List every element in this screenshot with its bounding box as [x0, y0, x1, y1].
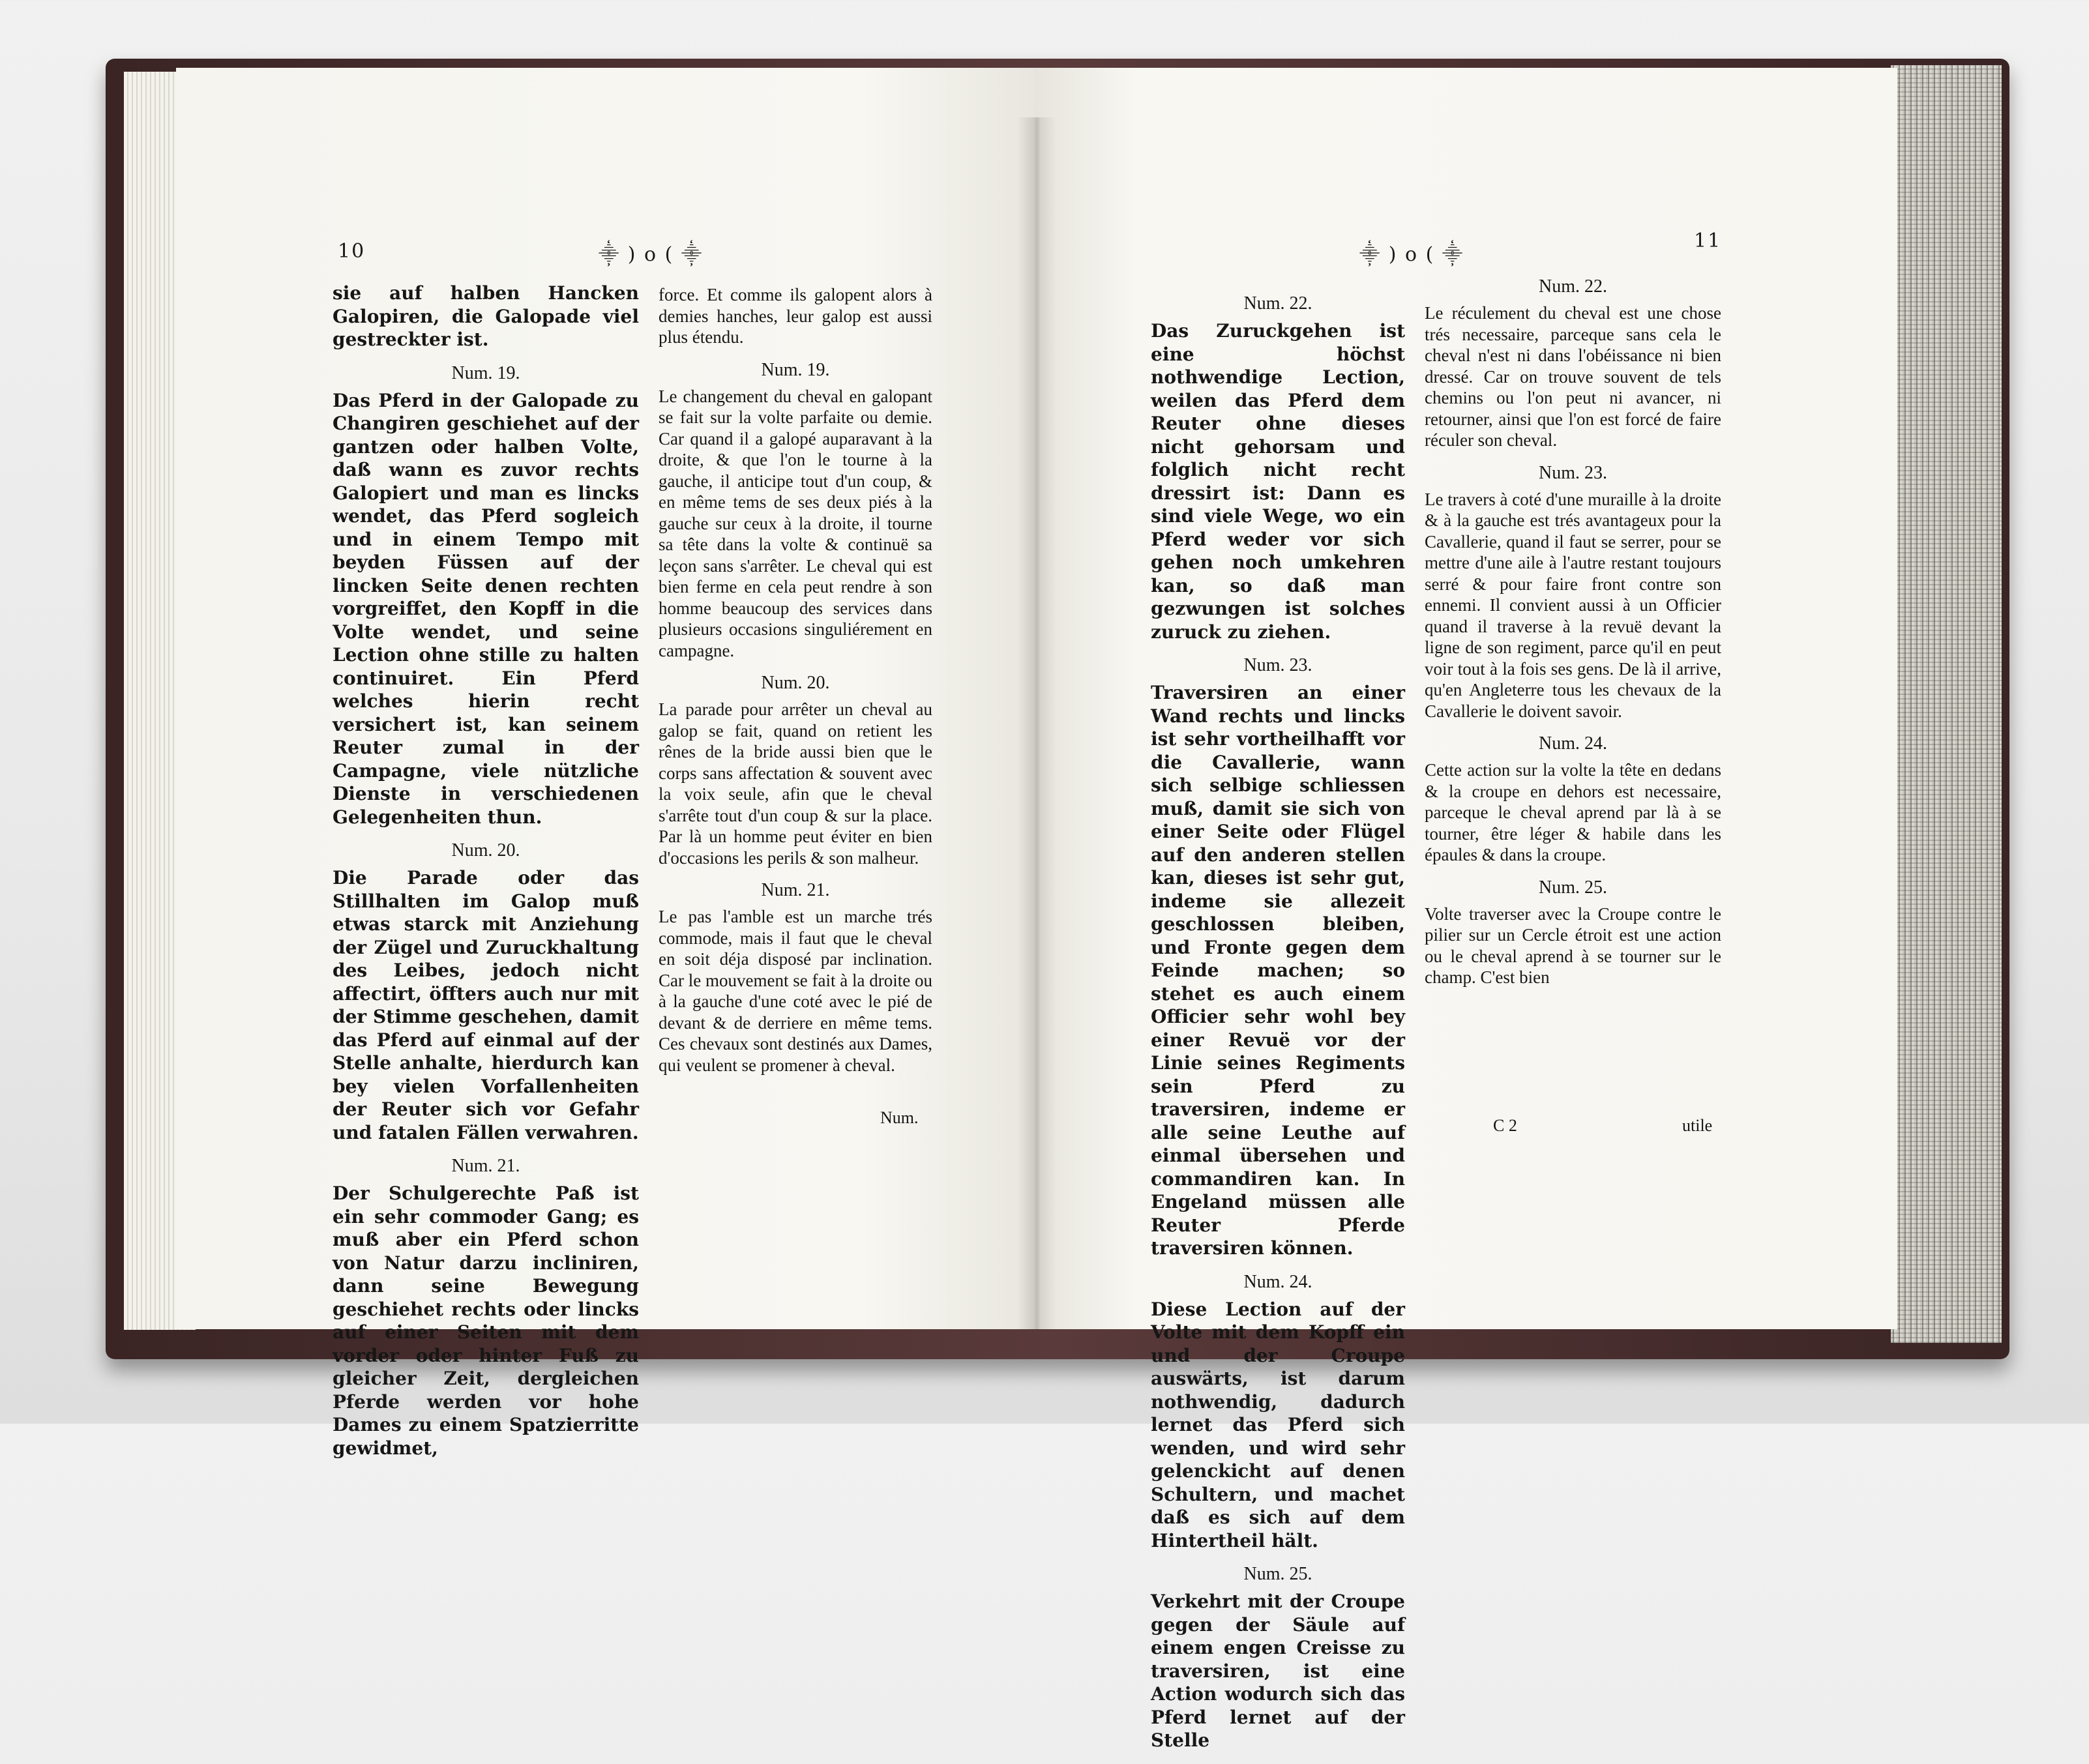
- de-paragraph: Verkehrt mit der Croupe gegen der Säule auf einem engen Creisse zu traversiren, ist eine Action wodurch sich das Pferd lernet auf der Stelle: [1151, 1591, 1405, 1751]
- de-paragraph: Das Pferd in der Galopade zu Changiren geschiehet auf der gantzen oder halben Volte, daß wann es zuvor rechts Galopiert und man es lincks wendet, das Pferd sogleich und in einem Tempo mit beyden Füssen auf der lincken Seite denen rechten vorgreiffet, den Kopff in die Volte wendet, und seine Lection ohne stille zu halten continuiret. Ein Pferd welches hierin recht versichert ist, kan seinem Reuter zumal in der Campagne, viele nützliche Dienste in verschiedenen Gelegenheiten thun.: [333, 389, 639, 828]
- signature-mark: C 2: [1493, 1116, 1517, 1135]
- fr-heading: Num. 21.: [761, 880, 830, 900]
- catchword-left: Num.: [880, 1108, 919, 1127]
- page-number-left: 10: [338, 240, 366, 263]
- book-gutter: [1017, 117, 1056, 1330]
- de-heading: Num. 24.: [1243, 1271, 1312, 1292]
- fr-heading: Num. 25.: [1539, 877, 1607, 898]
- page-edges-right: [1891, 65, 2002, 1343]
- de-paragraph: Das Zuruckgehen ist eine höchst nothwendige Lection, weilen das Pferd dem Reuter ohne dieses nicht gehorsam und folglich nicht recht dressirt ist: Dann es sind viele Wege, wo ein Pferd weder vor sich gehen noch umkehren kan, so daß man gezwungen ist solches zuruck zu ziehen.: [1151, 320, 1405, 643]
- de-heading: Num. 23.: [1243, 655, 1312, 675]
- fr-paragraph: Volte traverser avec la Croupe contre le pilier sur un Cercle étroit est une action ou le cheval aprend à se tourner sur le champ. C'est bien: [1425, 904, 1721, 987]
- fr-paragraph: Le réculement du cheval est une chose trés necessaire, parceque sans cela le cheval n'est ni dans l'obéissance ni bien dressé. Car on trouve souvent de tels chemins ou l'on peut ni avancer, ni retourner, ainsi que l'on est forcé de faire réculer son cheval.: [1425, 303, 1721, 450]
- page-number-right: 11: [1694, 229, 1722, 252]
- left-french-column: [659, 284, 932, 1087]
- fr-paragraph: Cette action sur la volte la tête en dedans & la croupe en dehors est necessaire, parceque le cheval aprend par là à se tourner, être léger & habile dans les épaules & dans la croupe.: [1425, 760, 1721, 864]
- ornament-left: ⸎ ) o ( ⸎: [599, 243, 704, 266]
- fr-paragraph: Le travers à coté d'une muraille à la droite & à la gauche est trés avantageux pour la Cavallerie, quand il faut se serrer, pour se mettre d'une aile à l'autre restant toujours serré & pour faire front contre son ennemi. Il convient aussi à un Officier quand il traverse à la revuë devant la ligne de son regiment, parce qu'il en peut voir tout à la fois ses gens. De là il arrive, qu'en Angleterre tous les chevaux de la Cavallerie le doivent savoir.: [1425, 489, 1721, 721]
- fr-paragraph: Le pas l'amble est un marche trés commode, mais il faut que le cheval en soit déja disposé par inclination. Car le mouvement se fait à la droite ou à la gauche d'une coté avec le pié de devant & de derriere en même tems. Ces chevaux sont destinés aux Dames, qui veulent se promener à cheval.: [659, 907, 932, 1075]
- fr-heading: Num. 23.: [1539, 462, 1607, 483]
- right-german-column: [1151, 284, 1405, 1764]
- de-continuation: sie auf halben Hancken Galopiren, die Galopade viel gestreckter ist.: [333, 282, 639, 350]
- left-german-column: [333, 282, 639, 1471]
- de-heading: Num. 21.: [451, 1156, 520, 1176]
- de-paragraph: Diese Lection auf der Volte mit dem Kopff ein und der Croupe auswärts, ist darum nothwendig, dadurch lernet das Pferd sich wenden, und wird sehr gelenckicht auf denen Schultern, und machet daß es sich auf dem Hintertheil hält.: [1151, 1298, 1405, 1551]
- right-french-column: [1425, 267, 1721, 1000]
- de-heading: Num. 25.: [1243, 1564, 1312, 1584]
- catchword-right: utile: [1682, 1116, 1713, 1135]
- fr-heading: Num. 20.: [761, 673, 830, 693]
- fr-heading: Num. 22.: [1539, 276, 1607, 297]
- de-paragraph: Die Parade oder das Stillhalten im Galop muß etwas starck mit Anziehung der Zügel und Zuruckhaltung des Leibes, jedoch nicht affectirt, öffters auch nur mit der Stimme geschehen, damit das Pferd auf einmal auf der Stelle anhalte, hierdurch kan bey vielen Vorfallenheiten der Reuter sich vor Gefahr und fatalen Fällen verwahren.: [333, 867, 639, 1143]
- fr-heading: Num. 19.: [761, 359, 830, 380]
- de-paragraph: Der Schulgerechte Paß ist ein sehr commoder Gang; es muß aber ein Pferd schon von Natur darzu incliniren, dann seine Bewegung geschiehet rechts oder lincks auf einer Seiten mit dem vorder oder hinter Fuß zu gleicher Zeit, dergleichen Pferde werden vor hohe Dames zu einem Spatzierritte gewidmet,: [333, 1183, 639, 1459]
- ornament-right: ⸎ ) o ( ⸎: [1359, 243, 1464, 266]
- de-paragraph: Traversiren an einer Wand rechts und lincks ist sehr vortheilhafft vor die Cavallerie, wann sich selbige schliessen muß, damit sie sich von einer Seite oder Flügel auf den anderen stellen kan, dieses ist sehr gut, indeme sie allezeit geschlossen bleiben, und Fronte gegen dem Feinde machen; so stehet es auch einem Officier sehr wohl bey einer Revuë vor der Linie seines Regiments sein Pferd zu traversiren, indeme er alle seine Leuthe auf einmal übersehen und commandiren kan. In Engeland müssen alle Reuter Pferde traversiren können.: [1151, 682, 1405, 1259]
- fr-paragraph: La parade pour arrêter un cheval au galop se fait, quand on retient les rênes de la bride aussi bien que le corps sans affectation & souvent avec la voix seule, afin que le cheval s'arrête tout d'un coup & sur la place. Par là un homme peut éviter en bien d'occasions les perils & son malheur.: [659, 699, 932, 868]
- fr-paragraph: Le changement du cheval en galopant se fait sur la volte parfaite ou demie. Car quand il a galopé auparavant à la droite, & que l'on le tourne à la gauche, il anticipe tout d'un coup, & en même tems de ses deux piés à la gauche sur ceux à la droite, il tourne sa tête dans la volte & continuë sa leçon sans s'arrêter. Le cheval qui est bien ferme en cela peut rendre à son homme beaucoup des services dans plusieurs occasions singuliérement en campagne.: [659, 386, 932, 660]
- de-heading: Num. 19.: [451, 362, 520, 383]
- de-heading: Num. 22.: [1243, 293, 1312, 314]
- fr-continuation: force. Et comme ils galopent alors à demies hanches, leur galop est aussi plus étendu.: [659, 285, 932, 347]
- de-heading: Num. 20.: [451, 840, 520, 860]
- fr-heading: Num. 24.: [1539, 733, 1607, 754]
